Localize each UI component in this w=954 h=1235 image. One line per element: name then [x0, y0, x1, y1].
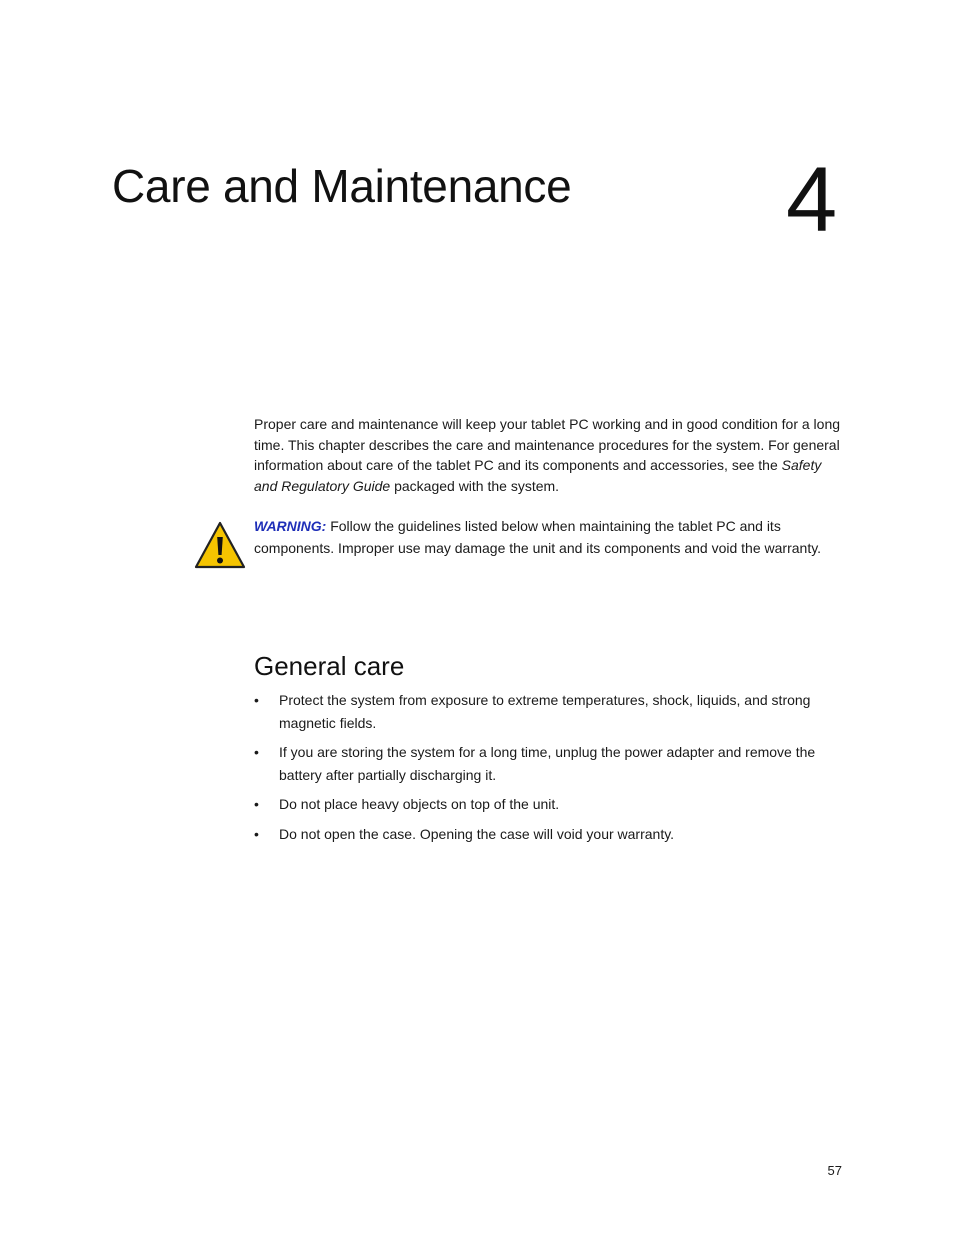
guide-title: Safety and Regulatory Guide — [254, 457, 822, 494]
list-item — [254, 793, 844, 816]
list-item — [254, 689, 844, 734]
list-item-text: If you are storing the system for a long time, unplug the power adapter and remove the battery after partially discharging it. — [279, 744, 816, 783]
warning-body: Follow the guidelines listed below when maintaining the tablet PC and its components. Improper use may damage the unit and its components and void the warranty. — [254, 518, 822, 556]
intro-paragraph — [254, 414, 844, 496]
list-item-text: Protect the system from exposure to extreme temperatures, shock, liquids, and strong magnetic fields. — [279, 692, 811, 731]
warning-text — [254, 515, 838, 559]
bullet-icon: • — [254, 692, 259, 708]
intro-text-after: packaged with the system. — [390, 477, 560, 494]
general-care-list — [254, 689, 844, 852]
warning-triangle-icon — [194, 521, 246, 569]
list-item-text: Do not open the case. Opening the case will void your warranty. — [279, 825, 675, 842]
bullet-icon: • — [254, 825, 259, 842]
warning-label: WARNING: — [254, 518, 327, 534]
intro-text-before: Proper care and maintenance will keep your tablet PC working and in good condition for a long time. This chapter describes the care and maintenance procedures for the system. For general information about care of the tablet PC and its components and accessories, see the — [254, 416, 841, 473]
list-item — [254, 823, 844, 846]
section-heading-general-care: General care — [254, 651, 405, 681]
chapter-number: 4 — [786, 149, 838, 251]
bullet-icon: • — [254, 744, 259, 760]
chapter-title: Care and Maintenance — [112, 160, 572, 212]
list-item — [254, 741, 844, 786]
page-number: 57 — [827, 1163, 842, 1178]
list-item-text: Do not place heavy objects on top of the unit. — [279, 796, 560, 812]
bullet-icon: • — [254, 796, 259, 812]
